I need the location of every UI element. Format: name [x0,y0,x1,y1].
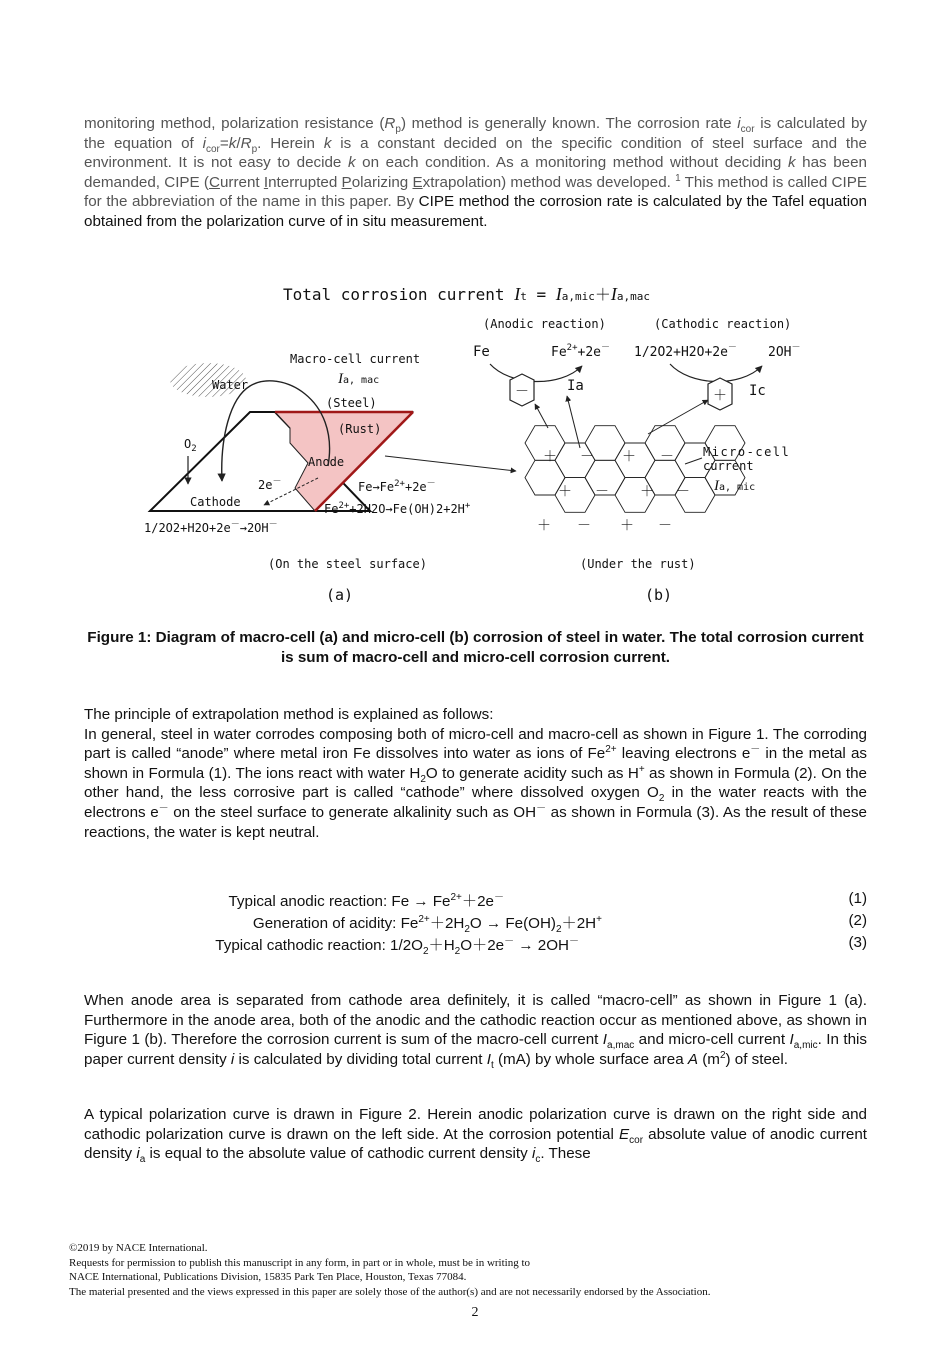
equation-3-number: (3) [848,934,867,951]
panel-b [473,317,801,571]
label-b: (b) [645,586,673,604]
charge-sign: － [595,484,609,500]
body-paragraph-1: The principle of extrapolation method is explained as follows: In general, steel in water corrodes composing both of micro-cell and macro-cell as shown in Figure 1. The corroding part is called “anode” where metal iron Fe dissolves into water as ions of $Fe^{2+}$ leaving electrons e－ in the metal as shown in Formula (1). The ions react with water $H_2O$ to generate acidity such as H+ as shown in Formula (2). On the other hand, the less corrosive part is called “cathode” where dissolved oxygen $O_2$ in the water reacts with the electrons e－ on the steel surface to generate alkalinity such as OH－ as shown in Formula (3). As the result of these reactions, the water is kept neutral. [84,706,867,841]
ia-arrow [535,404,548,428]
footer-address: NACE International, Publications Division, 15835 Park Ten Place, Houston, Texas 77084. [69,1271,467,1283]
figure-title: Total corrosion current It = Ia,mic＋Ia,mac [283,284,650,304]
fe-left-label: Fe [473,344,490,360]
on-steel-surface-label: (On the steel surface) [268,557,427,571]
fe2plus-label: $Fe^{2+}+2e^-$ [551,343,610,360]
intro-paragraph: monitoring method, polarization resistance $(R_p)$ method is generally known. The corrosion rate $i_{cor}$ is calculated by the equation of $i_{cor}=k/R_p$. Herein k is a constant decided on the specific condition of steel surface and the environment. It is not easy to decide k on each condition. As a monitoring method without deciding k has been demanded, CIPE (Current Interrupted Polarizing Extrapolation) method was developed. $^1$ This method is called CIPE for the abbreviation of the name in this paper. By CIPE method the corrosion rate is calculated by the Tafel equation obtained from the polarization curve of in situ measurement. [84,115,867,230]
figure-caption: Figure 1: Diagram of macro-cell (a) and micro-cell (b) corrosion of steel in water. The total corrosion current is sum of macro-cell and micro-cell corrosion current. [87,629,864,666]
charge-sign: ＋ [622,449,636,465]
equation-2 [84,912,867,934]
footer [69,1241,889,1299]
ia-arrow-2 [567,396,580,448]
equation-1-number: (1) [848,890,867,907]
macro-cell-label: Macro-cell current [290,352,421,366]
two-e-label: 2e－ [258,477,282,492]
charge-sign: － [676,484,690,500]
cathodic-curve-arrow [670,364,762,382]
steel-label: (Steel) [326,396,377,410]
zoom-arrow [385,456,516,471]
charge-sign: － [580,449,594,465]
ia-label: Ia [567,378,584,394]
charge-sign: － [660,449,674,465]
charge-sign: ＋ [558,484,572,500]
water-label: Water [212,378,249,392]
oh-label: 2OH－ [768,343,801,360]
charge-sign: － [577,518,591,534]
micro-cell-symbol: Ia, mic [714,478,756,494]
rust-label: (Rust) [338,422,382,436]
footer-disclaimer: The material presented and the views expressed in this paper are solely those of the author(s) and are not necessarily endorsed by the Association. [69,1285,711,1298]
cathodic-rx-label: 1/2O2+H2O+2e－ [634,343,737,360]
ic-arrow [648,400,708,434]
anode-label: Anode [308,455,345,469]
macro-cell-symbol: Ia, mac [338,371,380,387]
body-paragraph-2: When anode area is separated from cathode area definitely, it is called “macro-cell” as shown in Figure 1 (a). Furthermore in the anode area, both of the anodic and the cathodic reaction occur as mentioned above, as shown in Figure 1 (b). Therefore the corrosion current is sum of the macro-cell current $I_{a,mac}$ and micro-cell current $I_{a,mic}$. In this paper current density i is calculated by dividing total current $I_t$ (mA) by whole surface area A $(m^2)$ of steel. [84,992,867,1071]
body-paragraph-3: A typical polarization curve is drawn in Figure 2. Herein anodic polarization curve is drawn on the right side and cathodic polarization curve is drawn on the left side. At the corrosion potential $E_{cor}$ absolute value of anodic current density $i_a$ is equal to the absolute value of cathodic current density $i_c$. These [84,1106,868,1166]
equation-2-text: Generation of acidity: $Fe^{2+}+2H_2O \to Fe(OH)_2+2H^+$ [252,913,602,936]
micro-cell-pointer [685,458,702,464]
cathode-label: Cathode [190,495,241,509]
anodic-reaction-label: (Anodic reaction) [483,317,606,331]
micro-cell-label: Micro-cell [703,445,791,459]
equation-1 [84,890,867,912]
charge-sign: ＋ [537,518,551,534]
charge-sign: ＋ [620,518,634,534]
footer-copyright: ©2019 by NACE International. [69,1242,208,1254]
o2-label: $O_2$ [184,437,197,454]
cathode-reaction: 1/2O2+H2O+2e－→2OH－ [144,520,278,535]
charge-sign: ＋ [543,449,557,465]
fe2-reaction: $Fe^{2+}+2H2O\to Fe(OH)2+2H^+$ [324,501,471,516]
cathodic-reaction-label: (Cathodic reaction) [654,317,792,331]
under-rust-label: (Under the rust) [580,557,696,571]
ic-label: Ic [749,383,766,399]
equation-2-number: (2) [848,912,867,929]
charge-sign: － [658,518,672,534]
equation-3-text: Typical cathodic reaction: $1/2O_2+H_2O+2e^- \to 2OH^-$ [215,935,579,958]
plus-hexagon-sign: ＋ [713,388,727,404]
charge-signs [537,449,690,534]
equation-1-text: Typical anodic reaction: $Fe \to Fe^{2+}+2e^-$ [228,891,504,910]
charge-sign: ＋ [640,484,654,500]
page-number: 2 [471,1305,479,1320]
label-a: (a) [326,586,354,604]
micro-cell-current-label: current [703,459,754,473]
panel-a [144,352,516,571]
footer-permission: Requests for permission to publish this manuscript in any form, in part or in whole, must be in writing to [69,1256,531,1269]
minus-hexagon-sign: － [515,384,529,400]
equation-3 [84,934,867,956]
fe-reaction: $Fe\to Fe^{2+}+2e^-$ [358,479,436,494]
figure-1 [140,278,810,608]
